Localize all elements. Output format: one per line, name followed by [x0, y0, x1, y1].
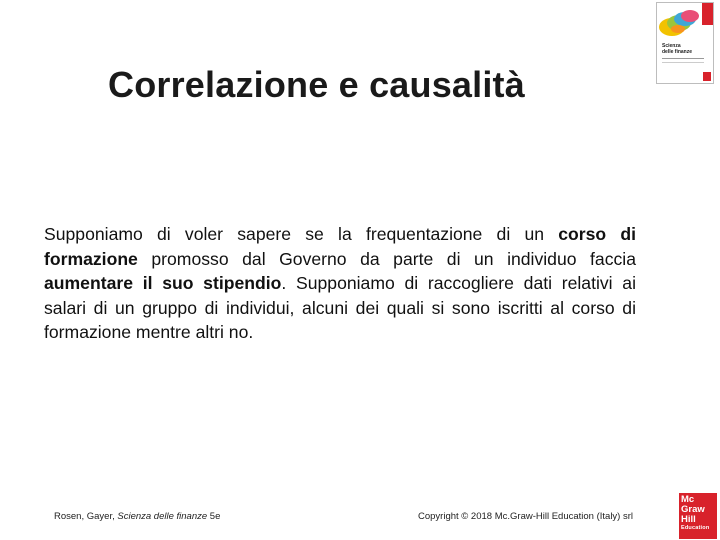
cover-graphic [658, 5, 702, 41]
body-bold-phrase: corso di formazione [44, 224, 636, 269]
logo-line: Hill [681, 514, 696, 525]
cover-title-line: delle finanze [662, 49, 693, 55]
footer-edition: 5e [207, 511, 221, 522]
slide-title: Correlazione e causalità [108, 64, 525, 105]
book-cover-thumbnail [656, 2, 714, 84]
body-text-part: Supponiamo di voler sapere se la frequentazione di un [44, 224, 559, 244]
cover-title [662, 43, 710, 55]
body-text-part: . Supponiamo di raccogliere dati relativi ai salari di un gruppo di individui, alcuni dei quali si sono iscritti al corso di formazione mentre altri no. [44, 273, 636, 342]
logo-line: Graw [681, 504, 705, 515]
cover-title-line: Scienza [662, 43, 681, 49]
slide-body-text [44, 222, 636, 345]
mcgraw-hill-logo [679, 493, 717, 539]
cover-red-tab [702, 3, 713, 25]
cover-publisher-logo [703, 72, 711, 81]
footer-book-title: Scienza delle finanze [117, 511, 208, 522]
logo-line: Mc [681, 494, 695, 505]
body-text-part: promosso dal Governo da parte di un individuo faccia [137, 248, 636, 269]
body-bold-phrase: aumentare il suo stipendio [44, 273, 282, 293]
logo-line: Education [681, 525, 710, 531]
cover-subtitle-lines [662, 58, 704, 63]
footer-copyright: Copyright © 2018 Mc.Graw-Hill Education (Italy) srl [418, 511, 634, 522]
footer-citation [54, 511, 220, 522]
footer-citation-prefix: Rosen, Gayer, [54, 511, 118, 522]
